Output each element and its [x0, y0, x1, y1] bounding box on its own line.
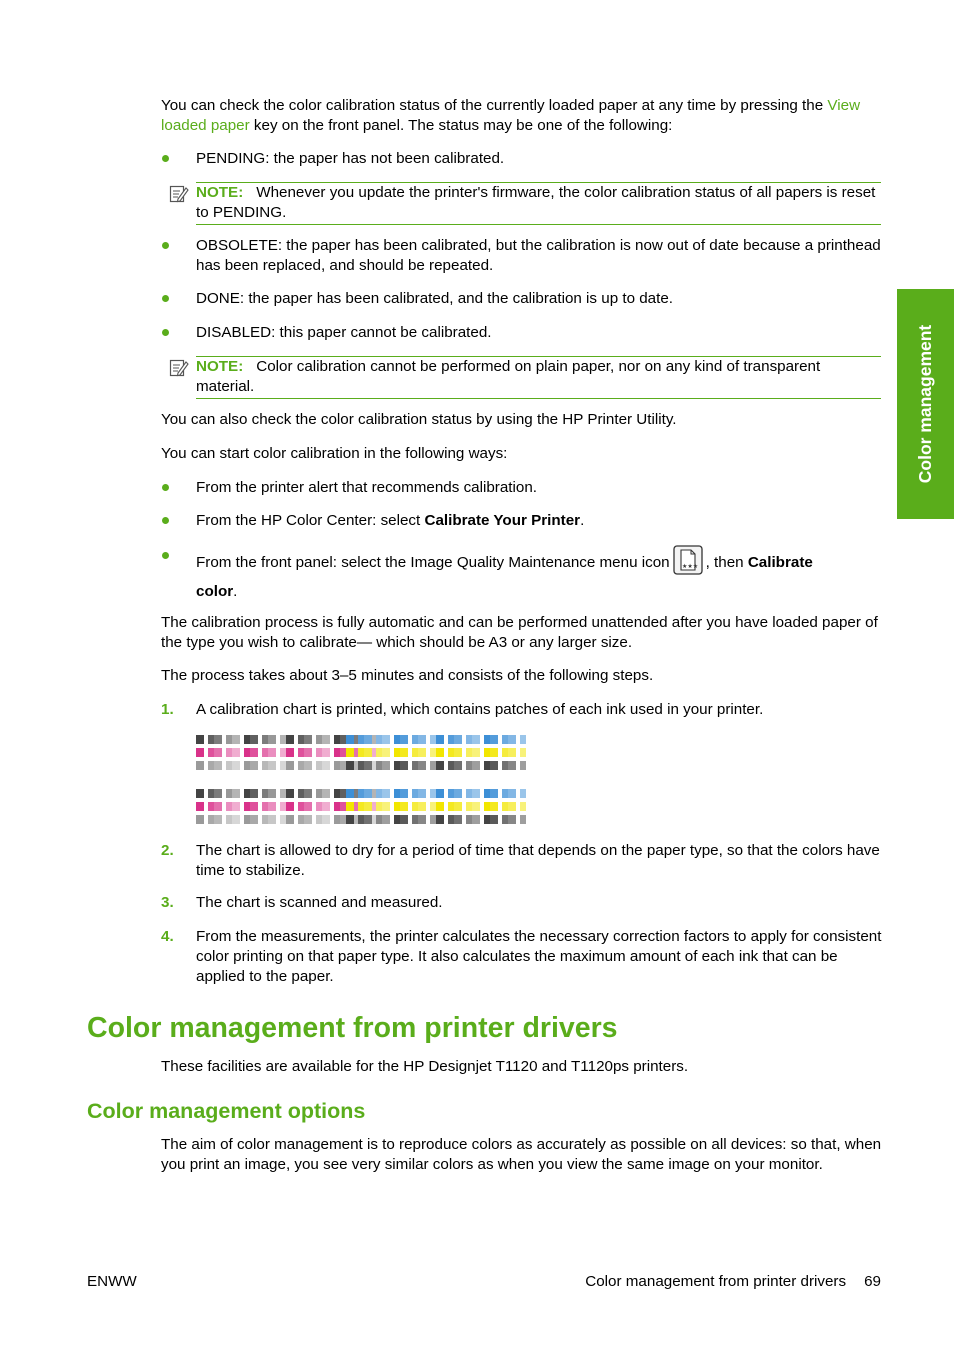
facilities-paragraph: These facilities are available for the HP Designjet T1120 and T1120ps printers.: [161, 1058, 689, 1075]
way-item-text: From the front panel: select the Image Quality Maintenance menu icon: [196, 554, 670, 571]
chart-patch: [346, 735, 354, 744]
calibrate-label: Calibrate: [747, 554, 813, 571]
chart-patch: [520, 789, 526, 798]
chart-patch: [508, 789, 516, 798]
bullet-icon: [161, 242, 171, 252]
chart-patch: [196, 815, 204, 824]
way-item-text: .: [580, 512, 585, 529]
chart-patch: [418, 802, 426, 811]
chart-patch: [286, 789, 294, 798]
way-item-text: .: [233, 583, 238, 600]
chart-patch: [364, 789, 372, 798]
chart-patch: [400, 802, 408, 811]
chart-patch: [418, 789, 426, 798]
chart-patch: [400, 761, 408, 770]
chart-patch: [346, 748, 354, 757]
step-number: 1.: [161, 701, 174, 718]
note-plain-paper: [196, 356, 881, 399]
way-item-text: From the HP Color Center: select: [196, 512, 421, 529]
chart-patch: [472, 761, 480, 770]
chart-patch: [286, 802, 294, 811]
chart-patch: [346, 815, 354, 824]
way-item-front-panel: [196, 548, 884, 606]
chart-patch: [472, 802, 480, 811]
page-number: 69: [864, 1273, 881, 1290]
color-label: color: [196, 583, 234, 600]
chart-patch: [268, 735, 276, 744]
chart-patch: [472, 789, 480, 798]
chart-patch: [322, 761, 330, 770]
chart-patch: [286, 761, 294, 770]
view-loaded-paper-link[interactable]: View loaded paper: [161, 97, 861, 134]
chart-patch: [250, 735, 258, 744]
chart-patch: [454, 735, 462, 744]
chart-patch: [382, 761, 390, 770]
way-item-text: , then: [705, 554, 744, 571]
chart-patch: [364, 735, 372, 744]
chart-patch: [400, 735, 408, 744]
chart-patch: [454, 802, 462, 811]
chart-patch: [490, 761, 498, 770]
bullet-icon: [161, 552, 171, 562]
chart-patch: [232, 748, 240, 757]
chart-patch: [322, 735, 330, 744]
chart-patch: [304, 802, 312, 811]
chart-patch: [322, 802, 330, 811]
chart-patch: [214, 802, 222, 811]
note-label: NOTE:: [196, 358, 244, 375]
chart-patch-row: [196, 748, 505, 757]
chart-patch: [268, 748, 276, 757]
chart-patch: [472, 735, 480, 744]
step-number: 3.: [161, 894, 174, 911]
chart-patch: [214, 815, 222, 824]
chart-patch: [436, 802, 444, 811]
intro-paragraph: [161, 96, 883, 136]
chart-patch: [436, 735, 444, 744]
note-pencil-icon: [169, 358, 189, 378]
chart-patch: [508, 802, 516, 811]
image-quality-maintenance-icon: [673, 545, 703, 575]
chart-patch: [268, 761, 276, 770]
calibration-chart-image: [196, 735, 505, 774]
chart-patch: [250, 761, 258, 770]
chart-patch: [490, 802, 498, 811]
bullet-icon: [161, 329, 171, 339]
chart-patch: [196, 735, 204, 744]
automatic-paragraph: The calibration process is fully automatic and can be performed unattended after you have loaded paper of the type you wish to calibrate— which should be A3 or any larger size.: [161, 614, 878, 651]
chart-patch: [304, 748, 312, 757]
chart-patch: [364, 761, 372, 770]
way-item-color-center: [196, 511, 884, 531]
chart-patch: [436, 815, 444, 824]
chart-patch: [286, 748, 294, 757]
chart-patch: [520, 802, 526, 811]
note-text: Whenever you update the printer's firmware, the color calibration status of all papers is reset to PENDING.: [196, 184, 876, 221]
steps-paragraph: The process takes about 3–5 minutes and consists of the following steps.: [161, 667, 654, 684]
way-item-alert: From the printer alert that recommends calibration.: [196, 479, 538, 496]
ways-paragraph: You can start color calibration in the following ways:: [161, 445, 508, 462]
chart-patch-row: [196, 735, 505, 744]
chart-patch: [508, 748, 516, 757]
svg-text:★★★: ★★★: [681, 562, 698, 570]
chart-patch: [520, 815, 526, 824]
chart-patch: [382, 748, 390, 757]
chart-patch: [268, 789, 276, 798]
chart-patch: [232, 802, 240, 811]
chapter-side-tab: [897, 289, 954, 519]
chart-patch: [418, 761, 426, 770]
chart-patch: [490, 815, 498, 824]
chart-patch: [520, 748, 526, 757]
step-text: The chart is scanned and measured.: [196, 894, 443, 911]
chart-patch: [232, 761, 240, 770]
chart-patch: [508, 761, 516, 770]
chart-patch: [250, 802, 258, 811]
chart-patch-row: [196, 789, 505, 798]
chart-patch: [196, 748, 204, 757]
chart-patch: [346, 761, 354, 770]
chart-patch: [196, 802, 204, 811]
step-text: From the measurements, the printer calculates the necessary correction factors to apply for consistent color printing on that paper type. It also calculates the maximum amount of each ink that can be applied to the paper.: [196, 928, 882, 985]
chart-patch: [250, 815, 258, 824]
chart-patch: [400, 748, 408, 757]
chart-patch: [304, 761, 312, 770]
bullet-icon: [161, 155, 171, 165]
chart-patch: [490, 789, 498, 798]
status-item-disabled: DISABLED: this paper cannot be calibrated.: [196, 324, 492, 341]
chart-patch: [214, 761, 222, 770]
step-number: 2.: [161, 842, 174, 859]
chart-patch: [268, 815, 276, 824]
chart-patch: [364, 748, 372, 757]
chart-patch: [508, 735, 516, 744]
chart-patch: [322, 789, 330, 798]
subsection-heading: Color management options: [87, 1099, 366, 1123]
chart-patch: [454, 761, 462, 770]
section-heading: Color management from printer drivers: [87, 1012, 618, 1044]
chart-patch: [382, 735, 390, 744]
chart-patch-row: [196, 761, 505, 770]
utility-paragraph: You can also check the color calibration status by using the HP Printer Utility.: [161, 411, 677, 428]
note-pencil-icon: [169, 184, 189, 204]
chart-patch: [472, 748, 480, 757]
calibrate-your-printer-label: Calibrate Your Printer: [424, 512, 581, 529]
chart-patch: [304, 815, 312, 824]
calibration-chart-block-upper: [196, 735, 505, 770]
chart-patch: [418, 735, 426, 744]
chart-patch: [418, 748, 426, 757]
footer-section-title: Color management from printer drivers: [585, 1273, 847, 1290]
chart-patch: [196, 789, 204, 798]
chart-patch: [520, 735, 526, 744]
chart-patch: [322, 815, 330, 824]
chart-patch: [400, 789, 408, 798]
status-item-pending: PENDING: the paper has not been calibrated.: [196, 150, 505, 167]
status-item-obsolete: OBSOLETE: the paper has been calibrated, but the calibration is now out of date because a printhead has been replaced, and should be repeated.: [196, 237, 881, 274]
chart-patch: [250, 748, 258, 757]
chart-patch: [472, 815, 480, 824]
chart-patch: [454, 748, 462, 757]
chart-patch: [436, 789, 444, 798]
chart-patch: [454, 815, 462, 824]
bullet-icon: [161, 295, 171, 305]
chart-patch: [436, 748, 444, 757]
chart-patch-row: [196, 815, 505, 824]
chart-patch: [364, 815, 372, 824]
chart-patch: [346, 802, 354, 811]
chart-patch: [382, 802, 390, 811]
footer-right: [585, 1272, 881, 1292]
chart-patch: [400, 815, 408, 824]
chart-patch: [382, 815, 390, 824]
chart-patch: [346, 789, 354, 798]
step-text: A calibration chart is printed, which contains patches of each ink used in your printer.: [196, 701, 764, 718]
chart-patch: [250, 789, 258, 798]
chart-patch: [232, 735, 240, 744]
note-text: Color calibration cannot be performed on plain paper, nor on any kind of transparent material.: [196, 358, 821, 395]
chart-patch: [232, 789, 240, 798]
chapter-side-tab-label: Color management: [915, 324, 935, 484]
chart-patch: [214, 748, 222, 757]
chart-patch: [322, 748, 330, 757]
chart-patch-row: [196, 802, 505, 811]
calibration-chart-block-lower: [196, 789, 505, 824]
step-number: 4.: [161, 928, 174, 945]
chart-patch: [490, 748, 498, 757]
footer-left-label: ENWW: [87, 1273, 137, 1290]
bullet-icon: [161, 517, 171, 527]
intro-text-after: key on the front panel. The status may be one of the following:: [253, 117, 673, 134]
chart-patch: [286, 735, 294, 744]
chart-patch: [508, 815, 516, 824]
chart-patch: [232, 815, 240, 824]
chart-patch: [364, 802, 372, 811]
chart-patch: [418, 815, 426, 824]
step-text: The chart is allowed to dry for a period of time that depends on the paper type, so that the colors have time to stabilize.: [196, 842, 880, 879]
chart-patch: [214, 735, 222, 744]
chart-patch: [196, 761, 204, 770]
chart-patch: [490, 735, 498, 744]
chart-patch: [520, 761, 526, 770]
chart-patch: [304, 789, 312, 798]
bullet-icon: [161, 484, 171, 494]
chart-patch: [436, 761, 444, 770]
chart-patch: [286, 815, 294, 824]
chart-patch: [268, 802, 276, 811]
aim-paragraph: The aim of color management is to reproduce colors as accurately as possible on all devices: so that, when you print an image, you see very similar colors as when you view the same image on your monitor.: [161, 1136, 882, 1173]
chart-patch: [214, 789, 222, 798]
note-label: NOTE:: [196, 184, 244, 201]
chart-patch: [454, 789, 462, 798]
chart-patch: [382, 789, 390, 798]
note-firmware: [196, 182, 881, 225]
chart-patch: [304, 735, 312, 744]
status-item-done: DONE: the paper has been calibrated, and the calibration is up to date.: [196, 290, 674, 307]
calibration-chart-image: [196, 789, 505, 828]
intro-text-before: You can check the color calibration status of the currently loaded paper at any time by pressing the: [161, 97, 824, 114]
